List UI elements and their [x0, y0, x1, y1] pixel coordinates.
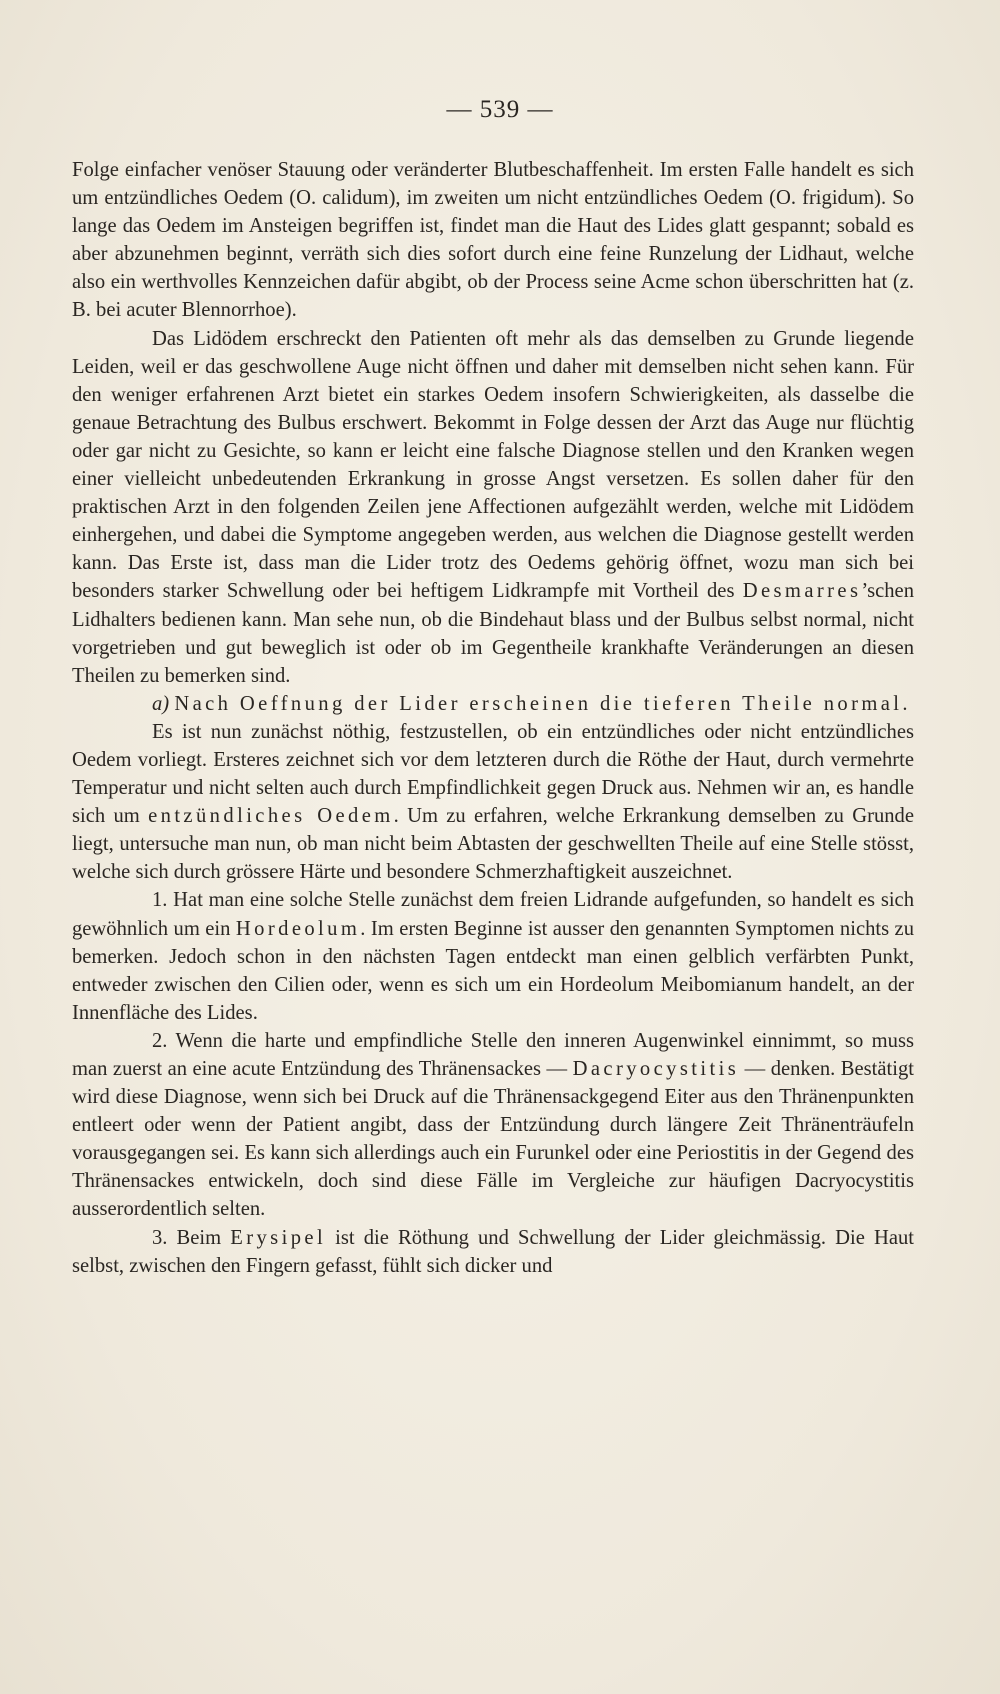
- text-run: ist die Röthung und Schwellung der Lider gleichmässig. Die Haut selbst, zwischen den Fingern gefasst, fühlt sich dicker und: [72, 1226, 915, 1277]
- text-run: . Um zu erfahren, welche Erkrankung demselben zu Grunde liegt, untersuche man nun, ob man nicht beim Abtasten der geschwellten Theile auf eine Stelle stösst, welche sich durch grössere Härte und besondere Schmerzhaftigkeit auszeichnet.: [72, 805, 914, 884]
- paragraph-p2: [72, 325, 914, 690]
- page-number: — 539 —: [446, 96, 554, 123]
- text-run: 1. Hat man eine solche Stelle zunächst dem freien Lidrande aufgefunden, so handelt es sich gewöhnlich um ein: [72, 889, 914, 940]
- spaced-emphasis: entzündliches Oedem: [148, 805, 394, 828]
- body-text: [72, 156, 914, 1280]
- paragraph-p4: [72, 718, 914, 887]
- text-run: Es ist nun zunächst nöthig, festzustellen, ob ein entzündliches oder nicht entzündliches Oedem vorliegt. Ersteres zeichnet sich vor dem letzteren durch die Röthe der Haut, durch vermehrte Temperatur und nicht selten auch durch Empfindlichkeit gegen Druck aus. Nehmen wir an, es handle sich um: [72, 720, 914, 828]
- paragraph-p7: [72, 1224, 914, 1280]
- text-run: . Im ersten Beginne ist ausser den genannten Symptomen nichts zu bemerken. Jedoch schon in den nächsten Tagen entdeckt man einen gelblich verfärbten Punkt, entweder zwischen den Cilien oder, wenn es sich um ein Hordeolum Meibomianum handelt, an der Innenfläche des Lides.: [72, 917, 914, 1024]
- text-run: Folge einfacher venöser Stauung oder veränderter Blutbeschaffenheit. Im ersten Falle handelt es sich um entzündliches Oedem (O. calidum), im zweiten um nicht entzündliches Oedem (O. frigidum). So lange das Oedem im Ansteigen begriffen ist, findet man die Haut des Lides glatt gespannt; sobald es aber abzunehmen beginnt, verräth sich dies sofort durch eine feine Runzelung der Lidhaut, welche also ein werthvolles Kennzeichen dafür abgibt, ob der Process seine Acme schon überschritten hat (z. B. bei acuter Blennorrhoe).: [72, 159, 914, 322]
- text-run: 2. Wenn die harte und empfindliche Stelle den inneren Augenwinkel einnimmt, so muss man zuerst an eine acute Entzündung des Thränensackes —: [72, 1029, 914, 1080]
- spaced-emphasis: Dacryocystitis: [572, 1058, 740, 1080]
- spaced-emphasis: Desmarres: [742, 580, 862, 603]
- text-run: Das Lidödem erschreckt den Patienten oft mehr als das demselben zu Grunde liegende Leiden, weil er das geschwollene Auge nicht öffnen und daher mit demselben nicht sehen kann. Für den weniger erfahrenen Arzt bietet ein starkes Oedem insofern Schwierigkeiten, als dasselbe die genaue Betrachtung des Bulbus erschwert. Bekommt in Folge dessen der Arzt das Auge nur flüchtig oder gar nicht zu Gesichte, so kann er leicht eine falsche Diagnose stellen und den Kranken wegen einer vielleicht unbedeutenden Erkrankung in grosse Angst versetzen. Es sollen daher für den praktischen Arzt in den folgenden Zeilen jene Affectionen aufgezählt werden, welche mit Lidödem einhergehen, und dabei die Symptome angegeben werden, aus welchen die Diagnose gestellt werden kann. Das Erste ist, dass man die Lider trotz des Oedems gehörig öffnet, wozu man sich bei besonders starker Schwellung oder bei heftigem Lidkrampfe mit Vortheil des: [72, 327, 914, 603]
- paragraph-p6: [72, 1027, 914, 1224]
- spaced-emphasis: Nach Oeffnung der Lider erscheinen die tieferen Theile normal.: [174, 692, 911, 715]
- italic-marker: a): [152, 692, 175, 715]
- paragraph-p3: [72, 690, 914, 718]
- spaced-emphasis: Hordeolum: [235, 917, 361, 940]
- paragraph-p5: [72, 886, 914, 1026]
- text-run: — denken. Bestätigt wird diese Diagnose, wenn sich bei Druck auf die Thränensackgegend Eiter aus den Thränenpunkten entleert oder wenn der Patient angibt, dass der Entzündung durch längere Zeit Thränenträufeln vorausgegangen sei. Es kann sich allerdings auch ein Furunkel oder eine Periostitis in der Gegend des Thränensackes entwickeln, doch sind diese Fälle im Vergleiche zur häufigen Dacryocystitis ausserordentlich selten.: [72, 1058, 914, 1221]
- text-run: ’schen Lidhalters bedienen kann. Man sehe nun, ob die Bindehaut blass und der Bulbus selbst normal, nicht vorgetrieben und gut beweglich ist oder ob im Gegentheile krankhafte Veränderungen an diesen Theilen zu bemerken sind.: [72, 580, 914, 687]
- text-run: 3. Beim: [152, 1226, 231, 1249]
- spaced-emphasis: Erysipel: [230, 1226, 327, 1249]
- paragraph-p1: [72, 156, 914, 325]
